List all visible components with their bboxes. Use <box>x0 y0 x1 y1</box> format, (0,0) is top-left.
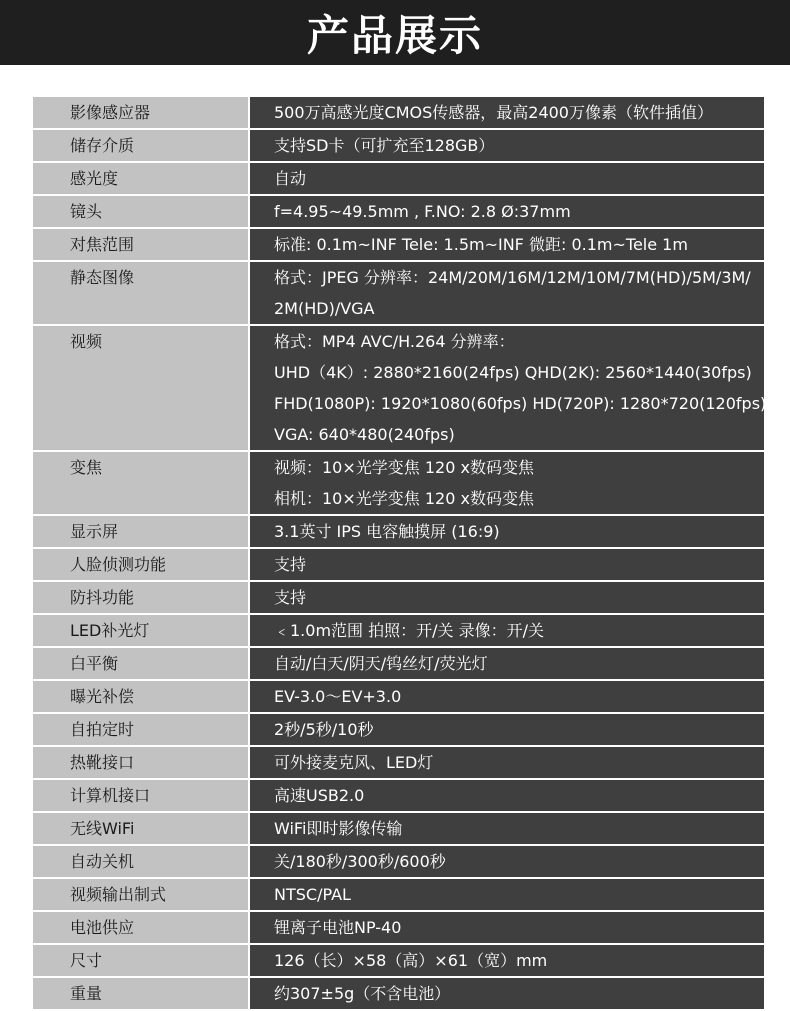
spec-value <box>249 97 764 129</box>
page-title: 产品展示 <box>306 10 483 60</box>
spec-row <box>33 325 764 451</box>
spec-row <box>33 261 764 325</box>
spec-row <box>33 97 764 129</box>
spec-value-line: 格式：MP4 AVC/H.264 分辨率： <box>274 332 515 351</box>
spec-value <box>249 911 764 944</box>
spec-value <box>249 944 764 977</box>
spec-value <box>249 228 764 261</box>
spec-row <box>33 977 764 1010</box>
spec-value <box>249 162 764 195</box>
spec-row <box>33 746 764 779</box>
spec-row <box>33 228 764 261</box>
spec-row <box>33 812 764 845</box>
spec-value <box>249 746 764 779</box>
spec-value <box>249 195 764 228</box>
spec-label: 变焦 <box>33 451 249 515</box>
spec-row <box>33 195 764 228</box>
spec-row <box>33 680 764 713</box>
spec-value-line: 支持 <box>274 555 307 574</box>
spec-row <box>33 162 764 195</box>
spec-value-line: f=4.95~49.5mm , F.NO: 2.8 Ø:37mm <box>274 202 571 221</box>
spec-value <box>249 680 764 713</box>
spec-row <box>33 451 764 515</box>
spec-value <box>249 515 764 548</box>
spec-label: 对焦范围 <box>33 228 249 261</box>
spec-row <box>33 647 764 680</box>
spec-value <box>249 129 764 162</box>
spec-label: 自动关机 <box>33 845 249 878</box>
spec-row <box>33 614 764 647</box>
spec-label: 自拍定时 <box>33 713 249 746</box>
spec-value-line: FHD(1080P): 1920*1080(60fps) HD(720P): 1280*720(120fps) <box>274 394 767 413</box>
spec-value-line: 标准: 0.1m~INF Tele: 1.5m~INF 微距: 0.1m~Tele 1m <box>274 235 688 254</box>
spec-label: 镜头 <box>33 195 249 228</box>
spec-value-line: 支持SD卡（可扩充至128GB） <box>274 136 495 155</box>
spec-value-line: UHD（4K）: 2880*2160(24fps) QHD(2K): 2560*1440(30fps) <box>274 363 752 382</box>
spec-label: 感光度 <box>33 162 249 195</box>
spec-label: 重量 <box>33 977 249 1010</box>
spec-value-line: 锂离子电池NP-40 <box>274 918 402 937</box>
spec-label: 热靴接口 <box>33 746 249 779</box>
spec-label: 人脸侦测功能 <box>33 548 249 581</box>
spec-value-line: 约307±5g（不含电池） <box>274 984 451 1003</box>
spec-label: 计算机接口 <box>33 779 249 812</box>
spec-row <box>33 129 764 162</box>
spec-label: 视频输出制式 <box>33 878 249 911</box>
spec-value-line: EV-3.0～EV+3.0 <box>274 687 402 706</box>
spec-value-line: 可外接麦克风、LED灯 <box>274 753 434 772</box>
spec-value <box>249 581 764 614</box>
spec-value-line: VGA: 640*480(240fps) <box>274 425 455 444</box>
spec-value-line: 视频：10×光学变焦 120 x数码变焦 <box>274 458 534 477</box>
spec-row <box>33 515 764 548</box>
spec-label: 静态图像 <box>33 261 249 325</box>
spec-value <box>249 647 764 680</box>
spec-label: 显示屏 <box>33 515 249 548</box>
spec-row <box>33 779 764 812</box>
spec-row <box>33 845 764 878</box>
spec-label: 无线WiFi <box>33 812 249 845</box>
spec-value <box>249 548 764 581</box>
spec-value-line: 关/180秒/300秒/600秒 <box>274 852 446 871</box>
spec-label: 电池供应 <box>33 911 249 944</box>
spec-value-line: ﹤1.0m范围 拍照：开/关 录像：开/关 <box>274 621 544 640</box>
spec-value-line: 2M(HD)/VGA <box>274 299 375 318</box>
spec-value <box>249 614 764 647</box>
spec-value-line: 500万高感光度CMOS传感器，最高2400万像素（软件插值） <box>274 103 713 122</box>
spec-value <box>249 325 767 451</box>
spec-value <box>249 261 764 325</box>
spec-label: 尺寸 <box>33 944 249 977</box>
spec-label: 影像感应器 <box>33 97 249 129</box>
spec-value <box>249 713 764 746</box>
spec-row <box>33 911 764 944</box>
spec-value-line: NTSC/PAL <box>274 885 351 904</box>
spec-value <box>249 977 764 1010</box>
header-banner <box>0 0 790 65</box>
spec-label: 曝光补偿 <box>33 680 249 713</box>
spec-value-line: 相机：10×光学变焦 120 x数码变焦 <box>274 489 534 508</box>
spec-row <box>33 548 764 581</box>
spec-row <box>33 944 764 977</box>
spec-label: 防抖功能 <box>33 581 249 614</box>
spec-value-line: 格式：JPEG 分辨率：24M/20M/16M/12M/10M/7M(HD)/5M/3M/ <box>274 268 751 287</box>
spec-value <box>249 845 764 878</box>
spec-value <box>249 812 764 845</box>
spec-table <box>33 97 767 1011</box>
spec-label: 白平衡 <box>33 647 249 680</box>
spec-value-line: 126（长）×58（高）×61（宽）mm <box>274 951 548 970</box>
spec-value-line: 高速USB2.0 <box>274 786 365 805</box>
spec-value <box>249 451 764 515</box>
spec-value <box>249 878 764 911</box>
spec-row <box>33 581 764 614</box>
spec-value-line: 自动 <box>274 169 307 188</box>
spec-value-line: WiFi即时影像传输 <box>274 819 403 838</box>
spec-label: LED补光灯 <box>33 614 249 647</box>
spec-value-line: 支持 <box>274 588 307 607</box>
spec-value-line: 3.1英寸 IPS 电容触摸屏 (16:9) <box>274 522 500 541</box>
spec-label: 视频 <box>33 325 249 451</box>
spec-value-line: 自动/白天/阴天/钨丝灯/荧光灯 <box>274 654 488 673</box>
spec-row <box>33 878 764 911</box>
spec-value-line: 2秒/5秒/10秒 <box>274 720 374 739</box>
spec-row <box>33 713 764 746</box>
spec-table-body <box>33 97 767 1010</box>
spec-value <box>249 779 764 812</box>
spec-label: 储存介质 <box>33 129 249 162</box>
